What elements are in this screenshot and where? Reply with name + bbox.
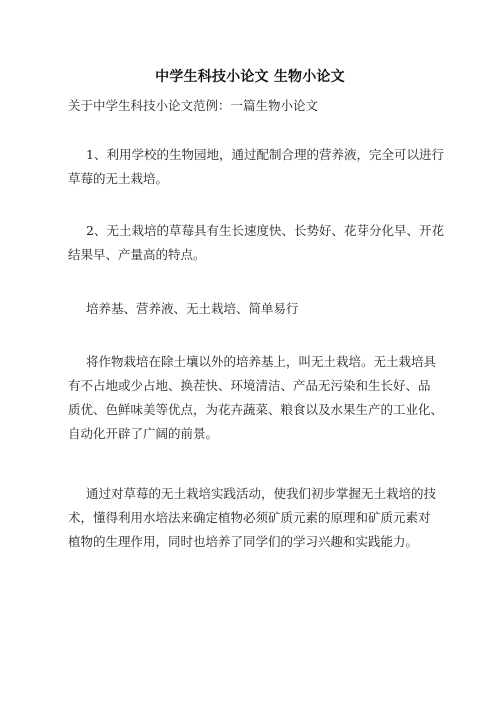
- paragraph-5: [68, 482, 437, 554]
- document-subtitle: 关于中学生科技小论文范例：一篇生物小论文: [68, 98, 319, 113]
- paragraph-line: 质优、色鲜味美等优点，为花卉蔬菜、粮食以及水果生产的工业化、: [68, 402, 444, 417]
- paragraph-line: 将作物栽培在除土壤以外的培养基上，叫无土栽培。无土栽培具: [86, 354, 437, 369]
- paragraph-line: 结果早、产量高的特点。: [68, 247, 206, 262]
- paragraph-line: 培养基、营养液、无土栽培、简单易行: [86, 301, 299, 316]
- paragraph-line: 有不占地或少占地、换茬快、环境清洁、产品无污染和生长好、品: [68, 378, 431, 393]
- paragraph-1: [68, 143, 444, 191]
- document-title: 中学生科技小论文 生物小论文: [155, 69, 345, 85]
- paragraph-line: 植物的生理作用，同时也培养了同学们的学习兴趣和实践能力。: [68, 534, 419, 549]
- paragraph-4: [68, 350, 444, 446]
- keywords-paragraph: [68, 297, 434, 321]
- paragraph-line: 1、利用学校的生物园地，通过配制合理的营养液，完全可以进行: [86, 147, 444, 162]
- paragraph-2: [68, 219, 444, 267]
- paragraph-line: 术，懂得利用水培法来确定植物必须矿质元素的原理和矿质元素对: [68, 510, 431, 525]
- paragraph-line: 2、无土栽培的草莓具有生长速度快、长势好、花芽分化早、开花: [86, 223, 444, 238]
- paragraph-line: 通过对草莓的无土栽培实践活动，使我们初步掌握无土栽培的技: [86, 486, 437, 501]
- paragraph-line: 自动化开辟了广阔的前景。: [68, 426, 219, 441]
- paragraph-line: 草莓的无土栽培。: [68, 171, 169, 186]
